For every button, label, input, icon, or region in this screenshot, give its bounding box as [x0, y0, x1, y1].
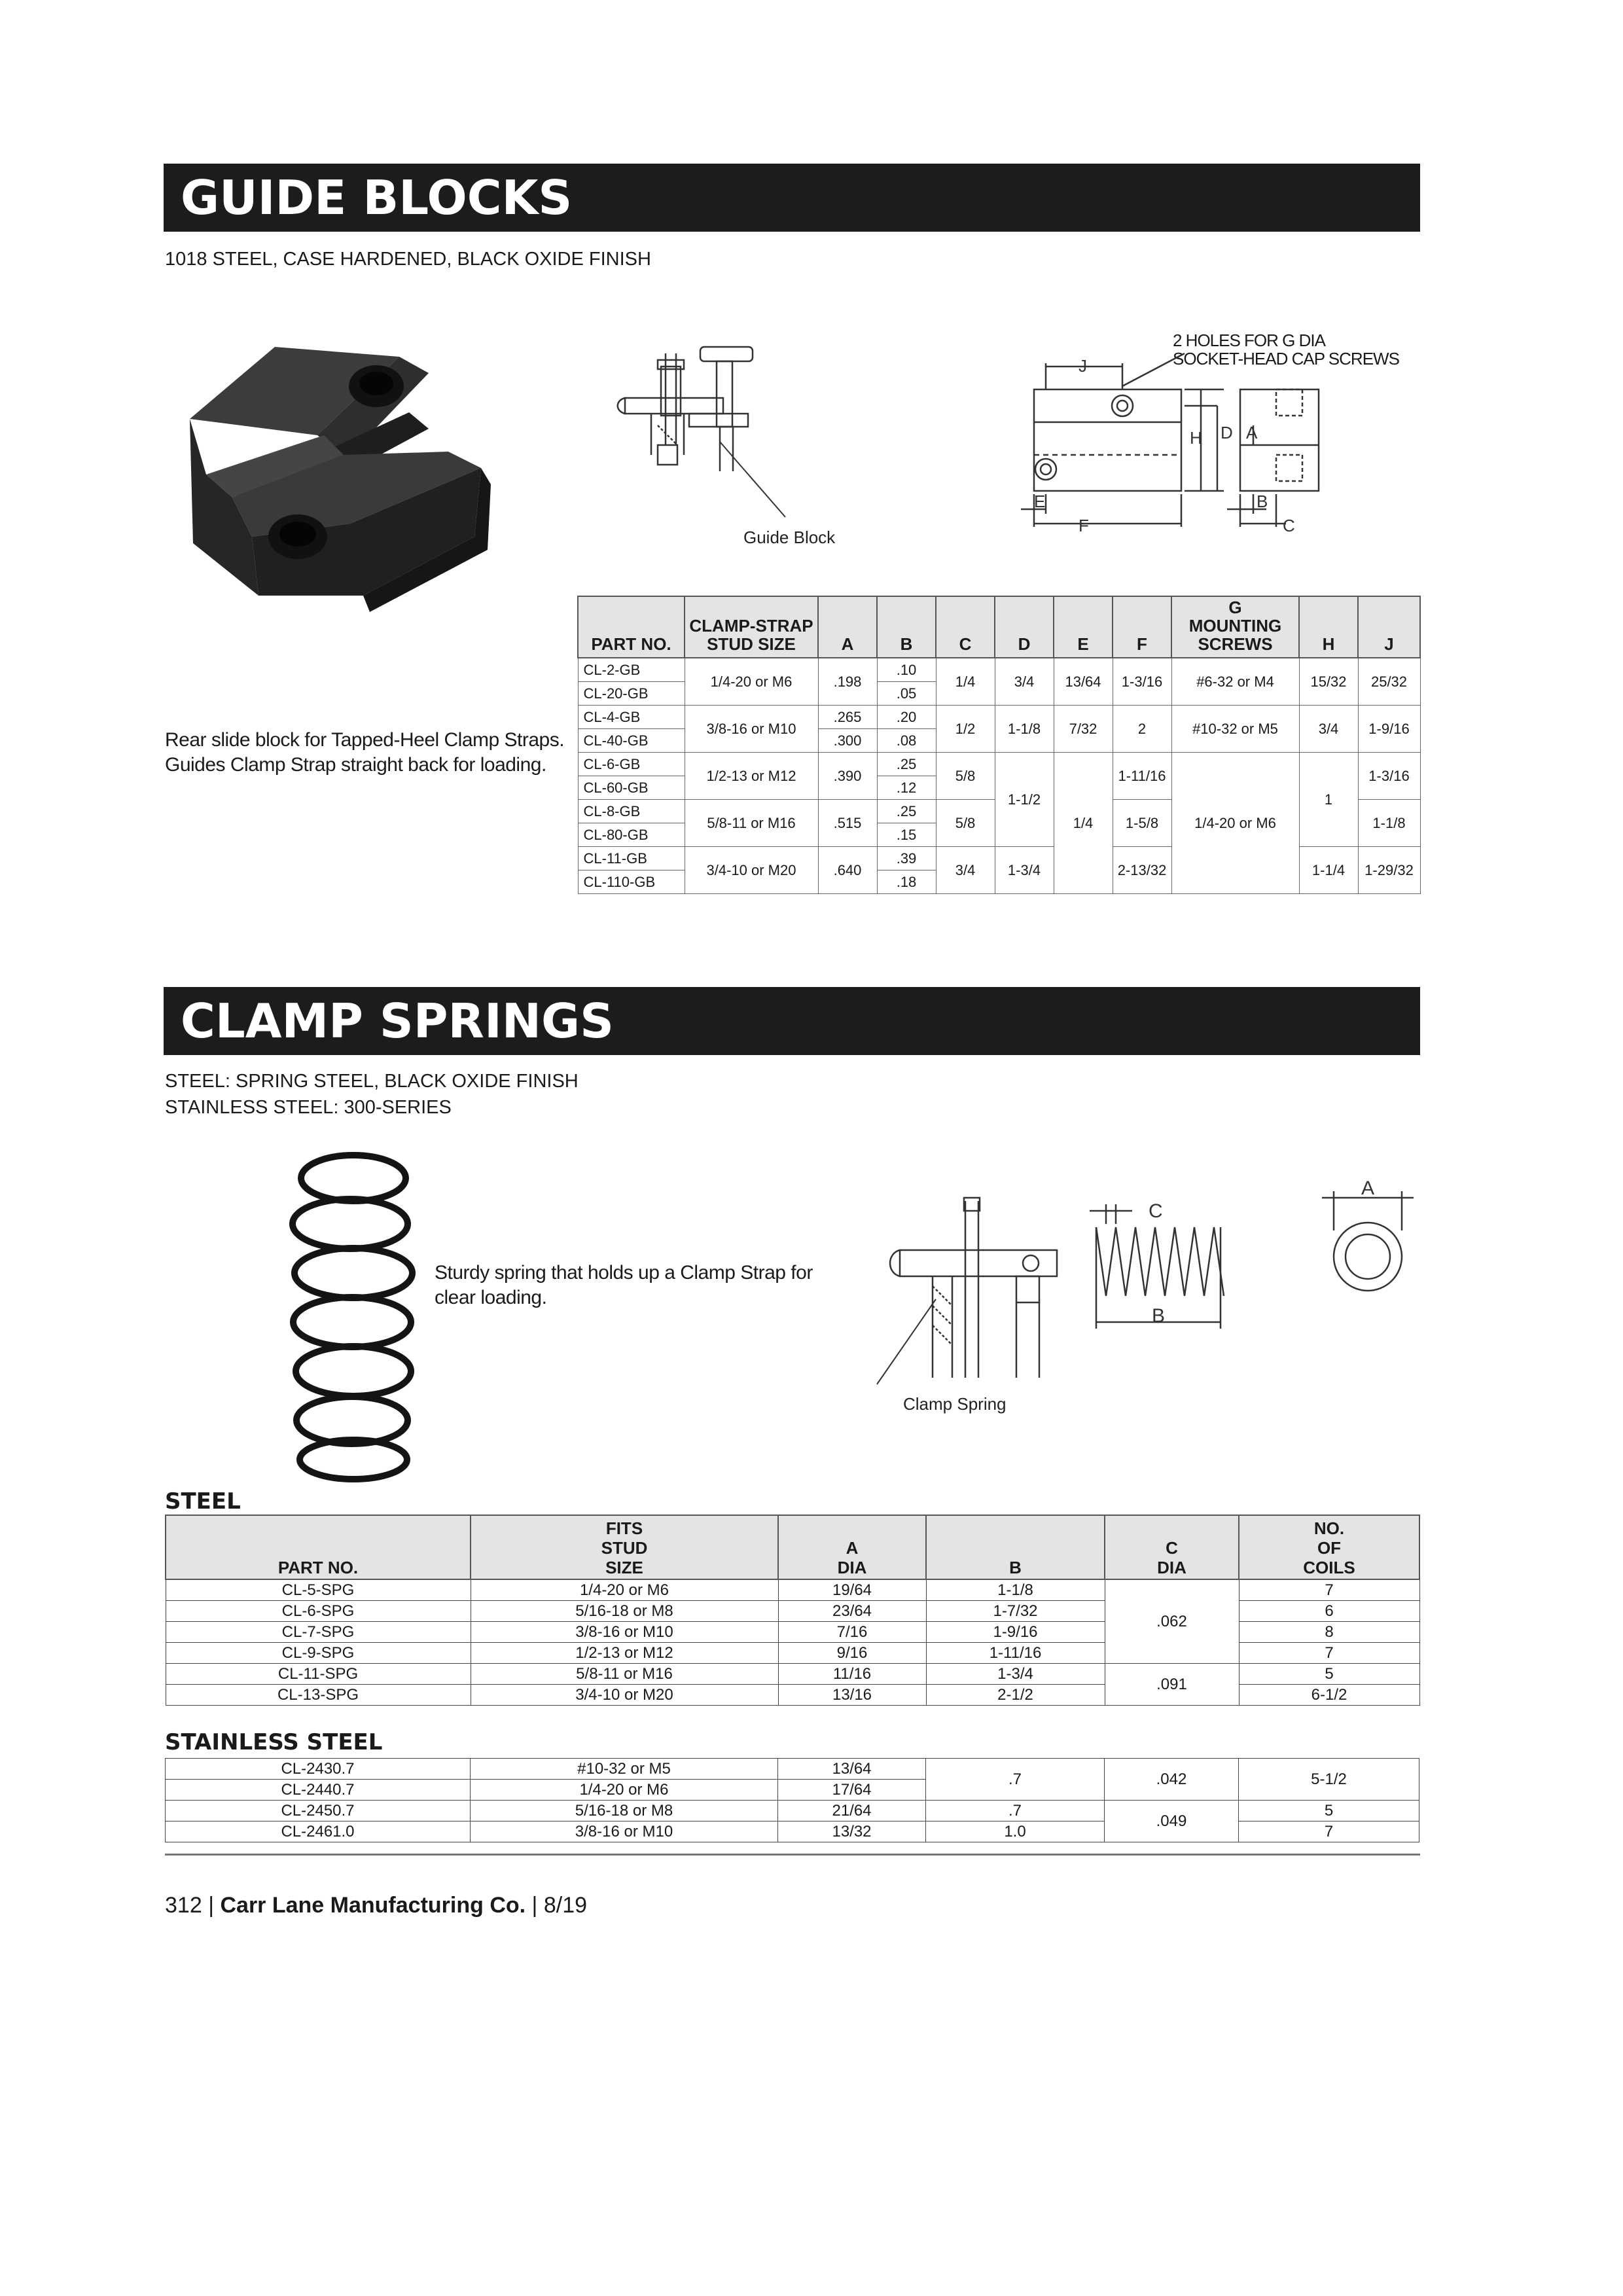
col-a-line-2: DIA: [837, 1558, 867, 1577]
cell-coils: 6-1/2: [1239, 1685, 1419, 1706]
cell-a: 7/16: [778, 1622, 926, 1643]
cell-j: 1-1/8: [1358, 800, 1420, 847]
description-line-2: Guides Clamp Strap straight back for loading.: [165, 754, 546, 776]
spring-dim-b-label: B: [1152, 1305, 1166, 1327]
guide-block-dimension-drawing: [995, 340, 1361, 537]
footer-date: 8/19: [543, 1893, 588, 1918]
clamp-springs-banner: CLAMP SPRINGS: [164, 987, 1420, 1055]
cell-a: 17/64: [778, 1780, 926, 1801]
col-c-line-1: C: [1166, 1538, 1178, 1558]
guide-block-photo: [167, 321, 520, 655]
col-part-no: PART NO.: [578, 596, 685, 658]
guide-block-assembly-drawing: [612, 340, 854, 530]
spring-dim-a-label: A: [1361, 1178, 1375, 1199]
cell-b: 1.0: [926, 1821, 1105, 1842]
cell-b: 1-9/16: [926, 1622, 1105, 1643]
stainless-section-label: STAINLESS STEEL: [165, 1729, 383, 1755]
cell-e: 1/4: [1054, 753, 1113, 894]
cell-d: 3/4: [995, 658, 1054, 706]
cell-fits: 3/4-10 or M20: [471, 1685, 778, 1706]
table-row: [166, 1579, 1419, 1601]
clamp-spring-photo: [275, 1145, 432, 1486]
cell-part-no: CL-2430.7: [166, 1759, 471, 1780]
cell-b: .7: [926, 1801, 1105, 1821]
page-footer: [165, 1893, 587, 1918]
dim-j-label: J: [1079, 356, 1087, 376]
col-h: H: [1299, 596, 1358, 658]
cell-fits: 1/4-20 or M6: [471, 1579, 778, 1601]
cell-part-no: CL-2461.0: [166, 1821, 471, 1842]
cell-b: 1-7/32: [926, 1601, 1105, 1622]
col-b: B: [926, 1515, 1105, 1579]
table-row: [578, 706, 1420, 729]
cell-h: 1-1/4: [1299, 847, 1358, 894]
cell-e: 13/64: [1054, 658, 1113, 706]
cell-stud: 3/8-16 or M10: [685, 706, 818, 753]
cell-part-no: CL-8-GB: [578, 800, 685, 823]
description-line-2: clear loading.: [435, 1287, 547, 1308]
cell-a: 21/64: [778, 1801, 926, 1821]
clamp-spring-diagram-caption: Clamp Spring: [903, 1394, 1007, 1414]
cell-a: 13/32: [778, 1821, 926, 1842]
col-d: D: [995, 596, 1054, 658]
cell-coils: 7: [1239, 1579, 1419, 1601]
cell-c: .042: [1105, 1759, 1239, 1801]
cell-coils: 7: [1239, 1821, 1419, 1842]
cell-a: .515: [818, 800, 877, 847]
clamp-spring-assembly-drawing: [874, 1188, 1070, 1397]
cell-g: #10-32 or M5: [1171, 706, 1299, 753]
cell-b: .12: [877, 776, 936, 800]
table-row: [578, 753, 1420, 776]
description-line-1: Rear slide block for Tapped-Heel Clamp Straps.: [165, 729, 565, 751]
dim-c-label: C: [1283, 516, 1295, 535]
cell-part-no: CL-5-SPG: [166, 1579, 471, 1601]
col-coils-line-3: COILS: [1303, 1558, 1355, 1577]
cell-b: .10: [877, 658, 936, 682]
col-a-line-1: A: [846, 1538, 859, 1558]
col-coils: [1239, 1515, 1419, 1579]
col-coils-line-2: OF: [1317, 1538, 1342, 1558]
cell-a: .198: [818, 658, 877, 706]
cell-part-no: CL-20-GB: [578, 682, 685, 706]
cell-h: 15/32: [1299, 658, 1358, 706]
table-header-row: [578, 596, 1420, 658]
guide-block-diagram-caption: Guide Block: [743, 528, 836, 547]
cell-b: .05: [877, 682, 936, 706]
guide-blocks-material: 1018 STEEL, CASE HARDENED, BLACK OXIDE FINISH: [165, 249, 651, 270]
cell-part-no: CL-4-GB: [578, 706, 685, 729]
cell-j: 1-29/32: [1358, 847, 1420, 894]
col-g-line-1: G: [1228, 598, 1242, 617]
cell-part-no: CL-6-GB: [578, 753, 685, 776]
cell-coils: 6: [1239, 1601, 1419, 1622]
cell-f: 2-13/32: [1113, 847, 1171, 894]
cell-b: .39: [877, 847, 936, 870]
cell-d: 1-1/2: [995, 753, 1054, 847]
col-fits-stud: [471, 1515, 778, 1579]
dim-b-label: B: [1257, 492, 1268, 511]
table-header-row: [166, 1515, 1419, 1579]
table-row: [166, 1664, 1419, 1685]
cell-fits: 1/4-20 or M6: [471, 1780, 778, 1801]
cell-part-no: CL-13-SPG: [166, 1685, 471, 1706]
cell-a: .265: [818, 706, 877, 729]
cell-b: .18: [877, 870, 936, 894]
cell-a: 9/16: [778, 1643, 926, 1664]
cell-c: 1/4: [936, 658, 995, 706]
spring-dimension-drawing: [1086, 1178, 1414, 1335]
dim-d-label: D: [1221, 423, 1233, 442]
cell-part-no: CL-11-SPG: [166, 1664, 471, 1685]
guide-blocks-table: [577, 596, 1421, 894]
footer-separator: |: [531, 1893, 538, 1918]
cell-a: 19/64: [778, 1579, 926, 1601]
col-stud-line-1: CLAMP-STRAP: [689, 616, 813, 636]
spring-dim-c-label: C: [1149, 1200, 1163, 1222]
cell-a: .300: [818, 729, 877, 753]
col-stud-size: [685, 596, 818, 658]
cell-f: 2: [1113, 706, 1171, 753]
col-fits-line-1: FITS: [605, 1518, 643, 1538]
cell-j: 25/32: [1358, 658, 1420, 706]
cell-fits: 5/8-11 or M16: [471, 1664, 778, 1685]
cell-b: .7: [926, 1759, 1105, 1801]
col-a: A: [818, 596, 877, 658]
cell-f: 1-3/16: [1113, 658, 1171, 706]
stainless-springs-table: [165, 1758, 1419, 1842]
cell-b: 1-1/8: [926, 1579, 1105, 1601]
cell-fits: 5/16-18 or M8: [471, 1801, 778, 1821]
cell-c: .062: [1105, 1579, 1239, 1664]
footer-separator: |: [208, 1893, 215, 1918]
footer-rule: [165, 1854, 1420, 1856]
steel-section-label: STEEL: [165, 1488, 241, 1515]
cell-b: .25: [877, 800, 936, 823]
cell-a: 23/64: [778, 1601, 926, 1622]
col-e: E: [1054, 596, 1113, 658]
cell-h: 1: [1299, 753, 1358, 847]
cell-j: 1-3/16: [1358, 753, 1420, 800]
cell-part-no: CL-2440.7: [166, 1780, 471, 1801]
cell-coils: 7: [1239, 1643, 1419, 1664]
col-c: C: [936, 596, 995, 658]
col-c-line-2: DIA: [1157, 1558, 1186, 1577]
cell-c: 5/8: [936, 800, 995, 847]
cell-c: .049: [1105, 1801, 1239, 1842]
dim-f-label: F: [1079, 516, 1089, 535]
cell-part-no: CL-9-SPG: [166, 1643, 471, 1664]
cell-a: .640: [818, 847, 877, 894]
cell-part-no: CL-110-GB: [578, 870, 685, 894]
col-part-no: PART NO.: [166, 1515, 471, 1579]
cell-stud: 5/8-11 or M16: [685, 800, 818, 847]
cell-e: 7/32: [1054, 706, 1113, 753]
table-row: [166, 1801, 1419, 1821]
dim-h-label: H: [1190, 428, 1202, 448]
col-fits-line-2: STUD: [601, 1538, 648, 1558]
dim-note-line-2: SOCKET-HEAD CAP SCREWS: [1173, 349, 1399, 368]
dim-note-line-1: 2 HOLES FOR G DIA: [1173, 331, 1325, 350]
cell-b: .20: [877, 706, 936, 729]
cell-j: 1-9/16: [1358, 706, 1420, 753]
cell-part-no: CL-60-GB: [578, 776, 685, 800]
col-g-line-3: SCREWS: [1198, 634, 1273, 654]
company-name: Carr Lane Manufacturing Co.: [220, 1893, 526, 1918]
col-fits-line-3: SIZE: [605, 1558, 643, 1577]
cell-b: .15: [877, 823, 936, 847]
cell-g: 1/4-20 or M6: [1171, 753, 1299, 894]
description-line-1: Sturdy spring that holds up a Clamp Strap for: [435, 1262, 813, 1283]
cell-f: 1-11/16: [1113, 753, 1171, 800]
cell-coils: 8: [1239, 1622, 1419, 1643]
cell-b: 1-11/16: [926, 1643, 1105, 1664]
col-g: [1171, 596, 1299, 658]
col-a-dia: [778, 1515, 926, 1579]
table-row: [166, 1759, 1419, 1780]
cell-b: 1-3/4: [926, 1664, 1105, 1685]
table-row: [578, 658, 1420, 682]
col-c-dia: [1105, 1515, 1239, 1579]
cell-c: .091: [1105, 1664, 1239, 1706]
material-line-2: STAINLESS STEEL: 300-SERIES: [165, 1097, 452, 1118]
cell-b: 2-1/2: [926, 1685, 1105, 1706]
cell-stud: 1/2-13 or M12: [685, 753, 818, 800]
cell-coils: 5: [1239, 1801, 1419, 1821]
cell-part-no: CL-2450.7: [166, 1801, 471, 1821]
cell-part-no: CL-6-SPG: [166, 1601, 471, 1622]
cell-fits: 3/8-16 or M10: [471, 1622, 778, 1643]
material-line-1: STEEL: SPRING STEEL, BLACK OXIDE FINISH: [165, 1071, 579, 1092]
cell-part-no: CL-11-GB: [578, 847, 685, 870]
cell-d: 1-1/8: [995, 706, 1054, 753]
col-f: F: [1113, 596, 1171, 658]
cell-c: 5/8: [936, 753, 995, 800]
col-g-line-2: MOUNTING: [1188, 616, 1282, 636]
clamp-springs-material: [165, 1068, 579, 1121]
col-b: B: [877, 596, 936, 658]
cell-a: 13/16: [778, 1685, 926, 1706]
cell-f: 1-5/8: [1113, 800, 1171, 847]
cell-fits: 1/2-13 or M12: [471, 1643, 778, 1664]
cell-b: .08: [877, 729, 936, 753]
cell-coils: 5: [1239, 1664, 1419, 1685]
dim-e-label: E: [1034, 492, 1046, 511]
cell-fits: 3/8-16 or M10: [471, 1821, 778, 1842]
col-j: J: [1358, 596, 1420, 658]
cell-fits: 5/16-18 or M8: [471, 1601, 778, 1622]
cell-a: 13/64: [778, 1759, 926, 1780]
guide-blocks-banner: GUIDE BLOCKS: [164, 164, 1420, 232]
cell-part-no: CL-40-GB: [578, 729, 685, 753]
cell-fits: #10-32 or M5: [471, 1759, 778, 1780]
cell-a: .390: [818, 753, 877, 800]
cell-g: #6-32 or M4: [1171, 658, 1299, 706]
cell-h: 3/4: [1299, 706, 1358, 753]
col-coils-line-1: NO.: [1313, 1518, 1345, 1538]
cell-b: .25: [877, 753, 936, 776]
cell-c: 1/2: [936, 706, 995, 753]
cell-part-no: CL-80-GB: [578, 823, 685, 847]
cell-stud: 1/4-20 or M6: [685, 658, 818, 706]
cell-stud: 3/4-10 or M20: [685, 847, 818, 894]
cell-part-no: CL-7-SPG: [166, 1622, 471, 1643]
steel-springs-table: [165, 1515, 1420, 1706]
cell-c: 3/4: [936, 847, 995, 894]
guide-block-description: [165, 728, 564, 778]
page-number: 312: [165, 1893, 202, 1918]
cell-a: 11/16: [778, 1664, 926, 1685]
cell-d: 1-3/4: [995, 847, 1054, 894]
cell-part-no: CL-2-GB: [578, 658, 685, 682]
clamp-spring-description: [435, 1261, 813, 1310]
cell-coils: 5-1/2: [1239, 1759, 1419, 1801]
col-stud-line-2: STUD SIZE: [707, 634, 796, 654]
dim-a-label: A: [1246, 423, 1258, 442]
